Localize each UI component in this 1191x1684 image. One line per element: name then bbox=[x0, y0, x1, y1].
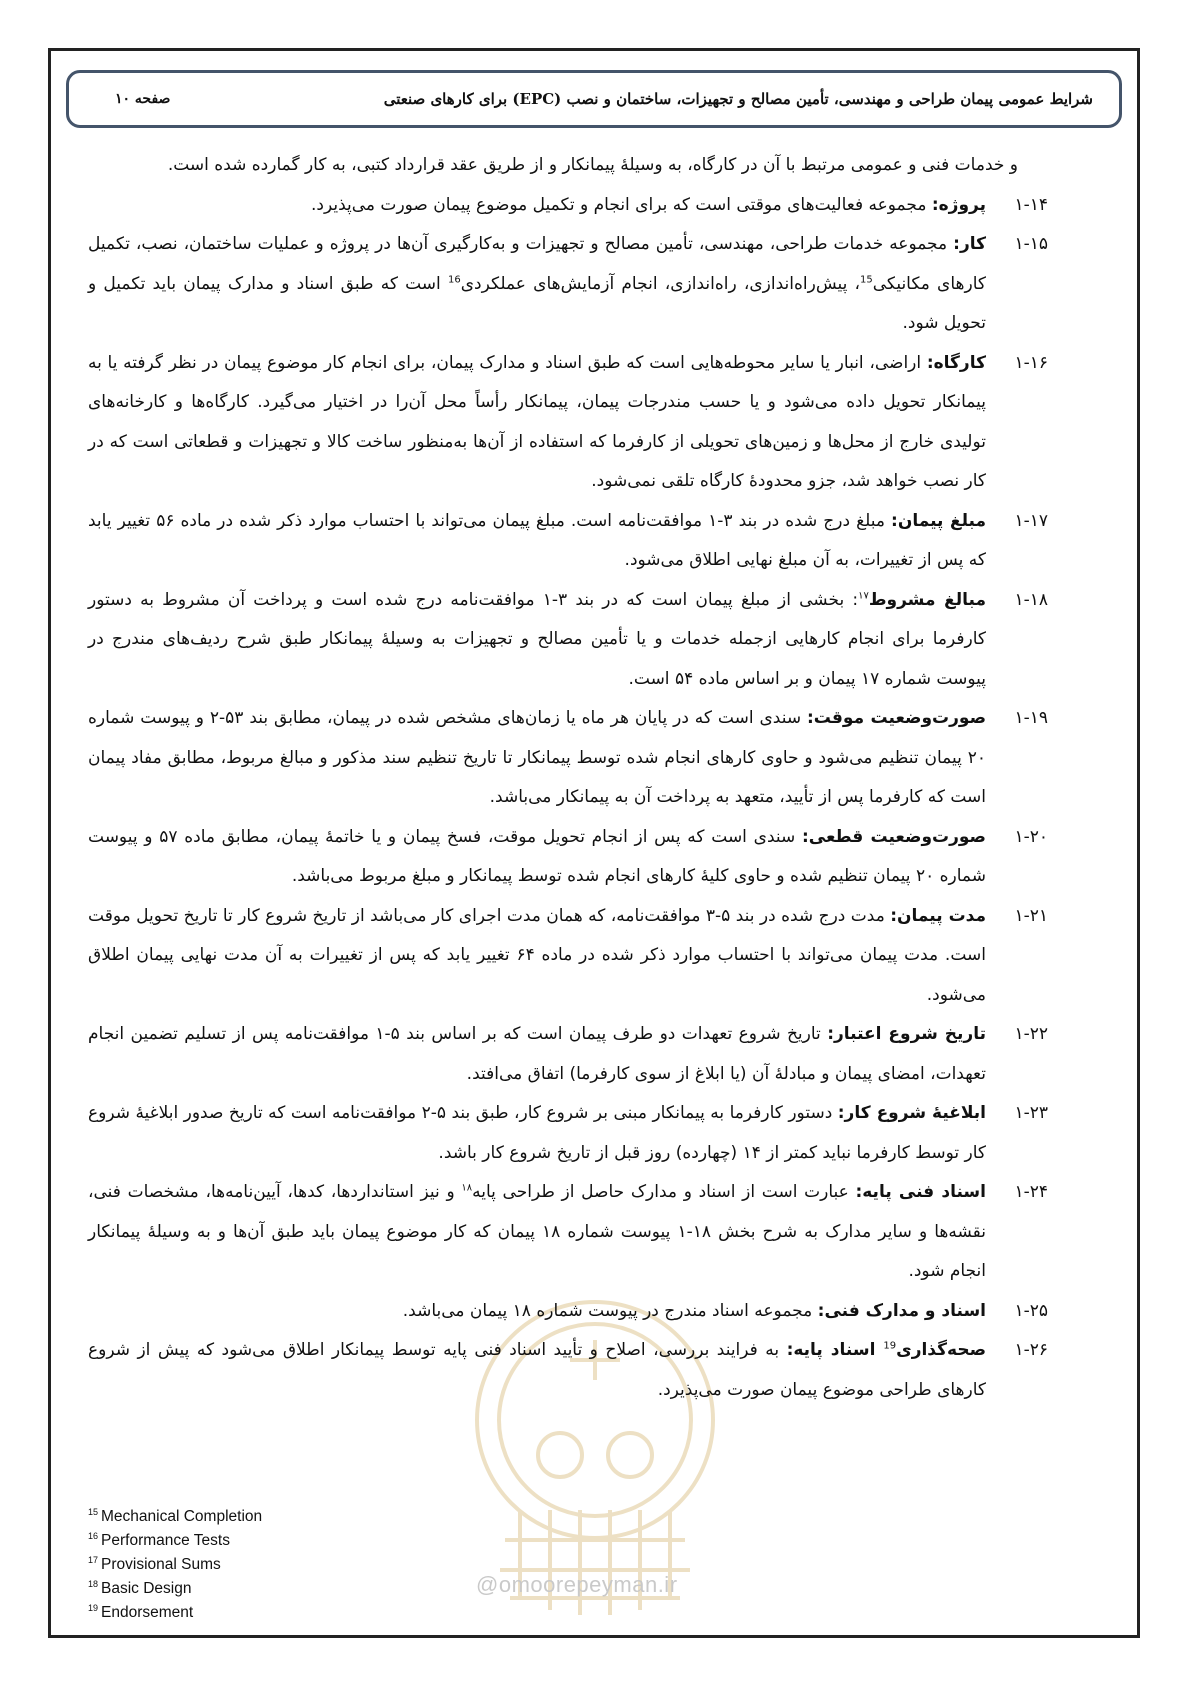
clause-term: اسناد فنی پایه: bbox=[855, 1182, 986, 1202]
footnote-text: Performance Tests bbox=[101, 1532, 230, 1549]
clause-number: ۱-۱۵ bbox=[1014, 234, 1048, 254]
clause-1-19 bbox=[88, 699, 1048, 818]
footnote bbox=[88, 1529, 262, 1553]
clause-number: ۱-۲۱ bbox=[1014, 905, 1048, 926]
clause-number: ۱-۲۴ bbox=[1014, 1182, 1048, 1202]
footnotes bbox=[88, 1505, 262, 1625]
clause-number: ۱-۲۲ bbox=[1014, 1024, 1048, 1044]
footnote-ref: ۱۷ bbox=[858, 589, 869, 601]
clause-text: و نیز استانداردها، کدها، آیین‌نامه‌ها، مشخصات فنی، نقشه‌ها و سایر مدارک به شرح بخش ۱۸-۱ پیوست شماره ۱۸ پیمان که کار موضوع پیمان باید طبق آن‌ها و به وسیلهٔ پیمانکار انجام شود. bbox=[88, 1182, 986, 1281]
clause-term: اسناد پایه: bbox=[786, 1340, 884, 1360]
clause-term: تاریخ شروع اعتبار: bbox=[827, 1024, 986, 1044]
footnote-number: 18 bbox=[88, 1578, 99, 1589]
clause-term: مبالغ مشروط bbox=[868, 589, 986, 610]
clause-term: پروژه: bbox=[931, 194, 986, 215]
clause-1-20 bbox=[88, 818, 1048, 897]
clause-text: تاریخ شروع تعهدات دو طرف پیمان است که بر اساس بند ۵-۱ موافقت‌نامه پس از تسلیم تضمین انجام تعهدات، امضای پیمان و مبادلهٔ آن (یا ابلاغ از سوی کارفرما) اتفاق می‌افتد. bbox=[88, 1024, 986, 1084]
clause-number: ۱-۱۴ bbox=[1014, 194, 1048, 215]
footnote bbox=[88, 1577, 262, 1601]
clause-1-26 bbox=[88, 1331, 1048, 1410]
footnote-number: 15 bbox=[88, 1506, 99, 1517]
page-header bbox=[66, 70, 1122, 128]
clause-text: مجموعه اسناد مندرج در پیوست شماره ۱۸ پیمان می‌باشد. bbox=[402, 1300, 818, 1321]
footnote-ref: 16 bbox=[447, 273, 461, 285]
footnote-number: 19 bbox=[88, 1602, 99, 1613]
clause-1-16 bbox=[88, 344, 1048, 502]
document-body bbox=[88, 146, 1048, 1410]
clause-1-21 bbox=[88, 897, 1048, 1016]
footnote bbox=[88, 1601, 262, 1625]
clause-text: ، پیش‌راه‌اندازی، راه‌اندازی، انجام آزمایش‌های عملکردی bbox=[460, 273, 861, 294]
clause-number: ۱-۲۶ bbox=[1014, 1340, 1048, 1360]
clause-term: کارگاه: bbox=[926, 352, 986, 373]
footnote bbox=[88, 1505, 262, 1529]
clause-number: ۱-۲۰ bbox=[1014, 826, 1048, 847]
footnote-text: Endorsement bbox=[101, 1604, 194, 1621]
page-number: صفحه ۱۰ bbox=[115, 91, 171, 107]
clause-term: صورت‌وضعیت قطعی: bbox=[801, 826, 986, 847]
clause-text: مجموعه خدمات طراحی، مهندسی، تأمین مصالح و تجهیزات و به‌کارگیری آن‌ها در پروژه و عملیات ساختمان، نصب، تکمیل کارهای مکانیکی bbox=[88, 234, 986, 294]
clause-1-25 bbox=[88, 1292, 1048, 1332]
clause-term: مبلغ پیمان: bbox=[891, 510, 986, 531]
clause-number: ۱-۱۷ bbox=[1014, 510, 1048, 531]
clause-term: صحه‌گذاری bbox=[896, 1340, 986, 1360]
clause-1-24 bbox=[88, 1173, 1048, 1292]
clause-1-14 bbox=[88, 186, 1048, 226]
clause-term: اسناد و مدارک فنی: bbox=[817, 1300, 986, 1321]
footnote-number: 17 bbox=[88, 1554, 99, 1565]
footnote-ref: 19 bbox=[883, 1340, 897, 1352]
clause-text: اراضی، انبار یا سایر محوطه‌هایی است که طبق اسناد و مدارک پیمان، برای انجام کار موضوع پیمان در نظر گرفته یا به پیمانکار تحویل داده می‌شود و یا حسب مندرجات پیمان، پیمانکار رأساً محل آن‌را در اختیار می‌گیرد. کارگاه‌ها و کارخانه‌های تولیدی خارج از محل‌ها و زمین‌های تحویلی از کارفرما که استفاده از آن‌ها به‌منظور ساخت کالا و تجهیزات و قطعاتی است که در کار نصب خواهد شد، جزو محدودهٔ کارگاه تلقی نمی‌شود. bbox=[88, 352, 986, 491]
clause-1-18 bbox=[88, 581, 1048, 700]
clause-text: عبارت است از اسناد و مدارک حاصل از طراحی پایه bbox=[472, 1182, 856, 1202]
clause-number: ۱-۲۵ bbox=[1014, 1300, 1048, 1321]
clause-text: سندی است که پس از انجام تحویل موقت، فسخ پیمان و یا خاتمهٔ پیمان، مطابق ماده ۵۷ و پیوست شماره ۲۰ پیمان تنظیم شده و حاوی کلیهٔ کارهای انجام شده توسط پیمانکار و مبلغ مربوط می‌باشد. bbox=[88, 826, 986, 886]
footnote-ref: 15 bbox=[860, 273, 873, 285]
watermark-url: @omoorepeyman.ir bbox=[476, 1572, 678, 1597]
clause-term: مدت پیمان: bbox=[890, 905, 986, 926]
clause-text: مبلغ درج شده در بند ۳-۱ موافقت‌نامه است. مبلغ پیمان می‌تواند با احتساب موارد ذکر شده در ماده ۵۶ تغییر یابد که پس از تغییرات، به آن مبلغ نهایی اطلاق می‌شود. bbox=[88, 510, 986, 570]
clause-number: ۱-۲۳ bbox=[1014, 1103, 1048, 1123]
footnote-text: Basic Design bbox=[101, 1580, 192, 1597]
footnote bbox=[88, 1553, 262, 1577]
clause-text: مجموعه فعالیت‌های موقتی است که برای انجام و تکمیل موضوع پیمان صورت می‌پذیرد. bbox=[311, 194, 932, 215]
clause-text: سندی است که در پایان هر ماه یا زمان‌های مشخص شده در پیمان، مطابق بند ۵۳-۲ و پیوست شماره ۲۰ پیمان تنظیم می‌شود و حاوی کارهای انجام شده توسط پیمانکار تا تاریخ تنظیم سند مذکور و مبالغ مربوط، مطابق مفاد پیمان است که کارفرما پس از تأیید، متعهد به پرداخت آن به پیمانکار می‌باشد. bbox=[88, 708, 986, 807]
footnote-text: Mechanical Completion bbox=[101, 1508, 263, 1525]
clause-1-23 bbox=[88, 1094, 1048, 1173]
clause-text: مدت درج شده در بند ۵-۳ موافقت‌نامه، که همان مدت اجرای کار می‌باشد از تاریخ شروع کار تا تاریخ تحویل موقت است. مدت پیمان می‌تواند با احتساب موارد ذکر شده در ماده ۶۴ تغییر یابد که پس از تغییرات به آن مدت نهایی پیمان اطلاق می‌شود. bbox=[88, 905, 986, 1005]
clause-number: ۱-۱۸ bbox=[1014, 589, 1048, 610]
clause-text: است که طبق اسناد و مدارک پیمان باید تکمیل و تحویل شود. bbox=[88, 273, 986, 333]
clause-term: صورت‌وضعیت موقت: bbox=[807, 708, 987, 728]
header-title: شرایط عمومی پیمان طراحی و مهندسی، تأمین مصالح و تجهیزات، ساختمان و نصب (EPC) برای کارهای صنعتی bbox=[383, 90, 1093, 108]
footnote-ref: ۱۸ bbox=[461, 1182, 473, 1194]
clause-number: ۱-۱۹ bbox=[1014, 708, 1048, 728]
clause-text: دستور کارفرما به پیمانکار مبنی بر شروع کار، طبق بند ۵-۲ موافقت‌نامه است که تاریخ صدور ابلاغیهٔ شروع کار توسط کارفرما نباید کمتر از ۱۴ (چهارده) روز قبل از تاریخ شروع کار باشد. bbox=[88, 1103, 986, 1163]
intro-paragraph: و خدمات فنی و عمومی مرتبط با آن در کارگاه، به وسیلهٔ پیمانکار و از طریق عقد قرارداد کتبی، به کار گمارده شده است. bbox=[167, 155, 1018, 175]
clause-term: کار: bbox=[953, 234, 986, 254]
clause-1-17 bbox=[88, 502, 1048, 581]
clause-1-15 bbox=[88, 225, 1048, 344]
clause-text: به فرایند بررسی، اصلاح و تأیید اسناد فنی پایه توسط پیمانکار اطلاق می‌شود که پیش از شروع کارهای طراحی موضوع پیمان صورت می‌پذیرد. bbox=[88, 1340, 986, 1400]
footnote-number: 16 bbox=[88, 1530, 99, 1541]
clause-text: : بخشی از مبلغ پیمان است که در بند ۳-۱ موافقت‌نامه درج شده است و پرداخت آن مشروط به دستور کارفرما برای انجام کارهایی ازجمله خدمات و یا تأمین مصالح و تجهیزات به وسیلهٔ پیمانکار طبق شرح ردیف‌های مندرج در پیوست شماره ۱۷ پیمان و بر اساس ماده ۵۴ است. bbox=[88, 589, 986, 689]
footnote-text: Provisional Sums bbox=[101, 1556, 221, 1573]
clause-number: ۱-۱۶ bbox=[1014, 352, 1048, 373]
clause-1-22 bbox=[88, 1015, 1048, 1094]
clause-term: ابلاغیهٔ شروع کار: bbox=[837, 1103, 986, 1123]
